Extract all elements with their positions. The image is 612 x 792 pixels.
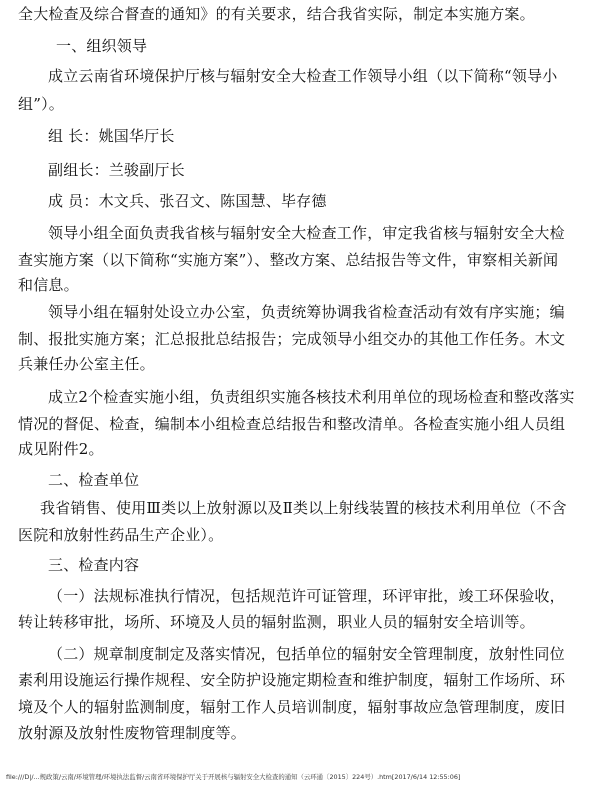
text-line: 制、报批实施方案；汇总报批总结报告；完成领导小组交办的其他工作任务。木文 <box>18 330 566 348</box>
section-heading: 一、组织领导 <box>56 37 148 55</box>
text-line: 转让转移审批，场所、环境及人员的辐射监测，职业人员的辐射安全培训等。 <box>18 613 535 631</box>
text-line: 副组长：兰骏副厅长 <box>48 161 185 179</box>
text-line: 成立2个检查实施小组，负责组织实施各核技术利用单位的现场检查和整改落实 <box>48 388 575 406</box>
text-line: 成 员：木文兵、张召文、陈国慧、毕存德 <box>48 192 327 210</box>
section-heading: 二、检查单位 <box>48 471 140 489</box>
page-footer-path: file:///D|/...规政策/云南/环境管理/环境执法监督/云南省环境保护厅关于开展核与辐射安全大检查的通知（云环通〔2015〕224号）.htm[2017/6/14 12:55:06] <box>6 773 461 781</box>
text-line: 成见附件2。 <box>18 440 104 458</box>
text-line: 医院和放射性药品生产企业）。 <box>18 526 224 544</box>
text-line: 情况的督促、检查，编制本小组检查总结报告和整改清单。各检查实施小组人员组 <box>18 415 566 433</box>
text-line: 查实施方案（以下简称“实施方案”）、整改方案、总结报告等文件，审察相关新闻 <box>18 251 559 269</box>
text-line: 领导小组在辐射处设立办公室，负责统筹协调我省检查活动有效有序实施；编 <box>48 303 565 321</box>
text-line: （一）法规标准执行情况，包括规范许可证管理，环评审批，竣工环保验收， <box>48 587 565 605</box>
text-line: 组”）。 <box>18 95 64 113</box>
text-line: 境及个人的辐射监测制度，辐射工作人员培训制度，辐射事故应急管理制度，废旧 <box>18 698 566 716</box>
text-line: 和信息。 <box>18 276 79 294</box>
text-line: （二）规章制度制定及落实情况，包括单位的辐射安全管理制度，放射性同位 <box>48 645 565 663</box>
section-heading: 三、检查内容 <box>48 556 140 574</box>
text-line: 我省销售、使用Ⅲ类以上放射源以及Ⅱ类以上射线装置的核技术利用单位（不含 <box>40 499 567 517</box>
text-line: 领导小组全面负责我省核与辐射安全大检查工作，审定我省核与辐射安全大检 <box>48 224 565 242</box>
text-line: 兵兼任办公室主任。 <box>18 355 155 373</box>
text-line: 组 长：姚国华厅长 <box>48 127 175 145</box>
text-line: 成立云南省环境保护厅核与辐射安全大检查工作领导小组（以下简称“领导小 <box>48 67 558 85</box>
text-line: 素利用设施运行操作规程、安全防护设施定期检查和维护制度，辐射工作场所、环 <box>18 671 566 689</box>
text-line: 全大检查及综合督查的通知》的有关要求，结合我省实际，制定本实施方案。 <box>18 5 535 23</box>
text-line: 放射源及放射性废物管理制度等。 <box>18 724 247 742</box>
